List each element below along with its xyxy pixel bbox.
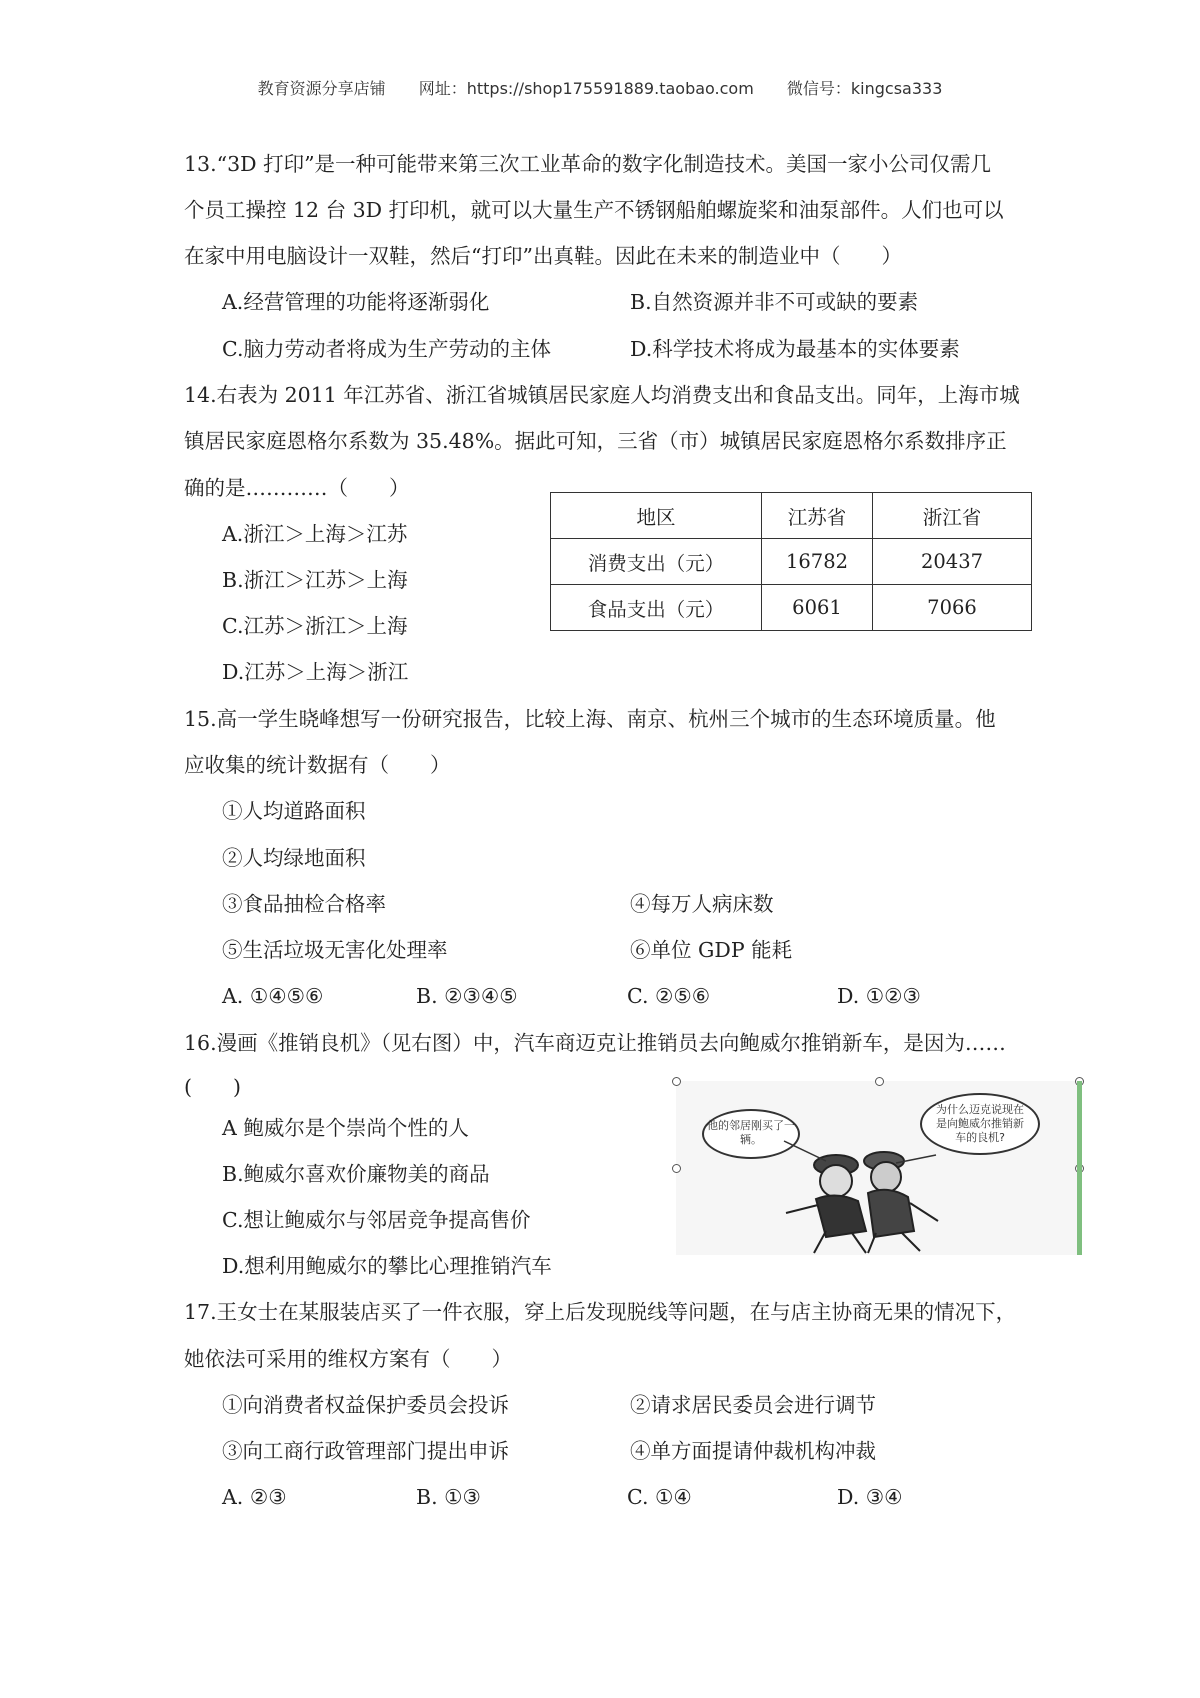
q13-option-c: C.脑力劳动者将成为生产劳动的主体 (222, 337, 551, 361)
q15-line: 15.高一学生晓峰想写一份研究报告，比较上海、南京、杭州三个城市的生态环境质量。他 (184, 707, 996, 731)
q16-option: C.想让鲍威尔与邻居竞争提高售价 (222, 1208, 531, 1232)
q15-item-2: ②人均绿地面积 (222, 846, 366, 870)
q15-answer: B. ②③④⑤ (416, 984, 518, 1008)
q15-item-6: ⑥单位 GDP 能耗 (630, 938, 793, 962)
speech-bubble-left-text: 他的邻居刚买了一辆。 (707, 1119, 795, 1146)
q17-answer: B. ①③ (416, 1485, 481, 1509)
q16-line: 16.漫画《推销良机》（见右图）中，汽车商迈克让推销员去向鲍威尔推销新车，是因为…… (184, 1031, 1006, 1055)
expenditure-table (550, 492, 1032, 631)
q17-item-2: ②请求居民委员会进行调节 (630, 1393, 876, 1417)
table-cell: 消费支出（元） (551, 539, 762, 585)
table-cell: 6061 (762, 585, 873, 631)
q13-line: 在家中用电脑设计一双鞋，然后“打印”出真鞋。因此在未来的制造业中（ ） (184, 244, 902, 268)
cartoon-image (676, 1081, 1082, 1255)
q14-line: 14.右表为 2011 年江苏省、浙江省城镇居民家庭人均消费支出和食品支出。同年，上海市城 (184, 383, 1020, 407)
figure-left (786, 1155, 866, 1253)
q15-item-3: ③食品抽检合格率 (222, 892, 386, 916)
header-url: 网址：https://shop175591889.taobao.com (418, 79, 754, 98)
header-wechat: 微信号：kingcsa333 (786, 79, 943, 98)
q13-line: 13.“3D 打印”是一种可能带来第三次工业革命的数字化制造技术。美国一家小公司仅需几 (184, 152, 992, 176)
q13-line: 个员工操控 12 台 3D 打印机，就可以大量生产不锈钢船舶螺旋桨和油泵部件。人们也可以 (184, 198, 1004, 222)
header-shop: 教育资源分享店铺 (257, 79, 386, 98)
q17-item-1: ①向消费者权益保护委员会投诉 (222, 1393, 509, 1417)
q15-line: 应收集的统计数据有（ ） (184, 753, 451, 777)
q17-answer: C. ①④ (627, 1485, 692, 1509)
table-cell: 16782 (762, 539, 873, 585)
q16-option: B.鲍威尔喜欢价廉物美的商品 (222, 1162, 490, 1186)
page-header (0, 76, 1200, 99)
q17-answer: D. ③④ (837, 1485, 903, 1509)
cartoon-figures (676, 1081, 1082, 1255)
table-header-row (551, 493, 1032, 539)
q17-line: 她依法可采用的维权方案有（ ） (184, 1347, 512, 1371)
q16-option: D.想利用鲍威尔的攀比心理推销汽车 (222, 1254, 552, 1278)
table-header-cell: 地区 (551, 493, 762, 539)
q14-option: C.江苏＞浙江＞上海 (222, 614, 408, 638)
q15-item-5: ⑤生活垃圾无害化处理率 (222, 938, 448, 962)
q13-option-b: B.自然资源并非不可或缺的要素 (630, 290, 919, 314)
q17-item-4: ④单方面提请仲裁机构冲裁 (630, 1439, 876, 1463)
q14-option: A.浙江＞上海＞江苏 (222, 522, 408, 546)
table-cell: 20437 (873, 539, 1032, 585)
q15-item-4: ④每万人病床数 (630, 892, 774, 916)
q14-line: 确的是…………（ ） (184, 476, 410, 500)
table-cell: 7066 (873, 585, 1032, 631)
table-row (551, 585, 1032, 631)
table-row (551, 539, 1032, 585)
q15-answer: A. ①④⑤⑥ (222, 984, 324, 1008)
speech-bubble-right-text: 为什么迈克说现在是向鲍威尔推销新车的良机? (936, 1103, 1024, 1144)
q14-option: B.浙江＞江苏＞上海 (222, 568, 408, 592)
q17-item-3: ③向工商行政管理部门提出申诉 (222, 1439, 509, 1463)
figure-right (864, 1152, 938, 1253)
q15-answer: D. ①②③ (837, 984, 921, 1008)
q14-option: D.江苏＞上海＞浙江 (222, 660, 409, 684)
q16-line: ( ) (184, 1075, 241, 1099)
q13-option-d: D.科学技术将成为最基本的实体要素 (630, 337, 960, 361)
q13-option-a: A.经营管理的功能将逐渐弱化 (222, 290, 490, 314)
q15-item-1: ①人均道路面积 (222, 799, 366, 823)
q14-line: 镇居民家庭恩格尔系数为 35.48%。据此可知，三省（市）城镇居民家庭恩格尔系数排序正 (184, 429, 1007, 453)
q16-option: A 鲍威尔是个崇尚个性的人 (222, 1116, 469, 1140)
table-header-cell: 江苏省 (762, 493, 873, 539)
q17-line: 17.王女士在某服装店买了一件衣服，穿上后发现脱线等问题，在与店主协商无果的情况下， (184, 1300, 1017, 1324)
q15-answer: C. ②⑤⑥ (627, 984, 711, 1008)
q17-answer: A. ②③ (222, 1485, 287, 1509)
table-header-cell: 浙江省 (873, 493, 1032, 539)
table-cell: 食品支出（元） (551, 585, 762, 631)
